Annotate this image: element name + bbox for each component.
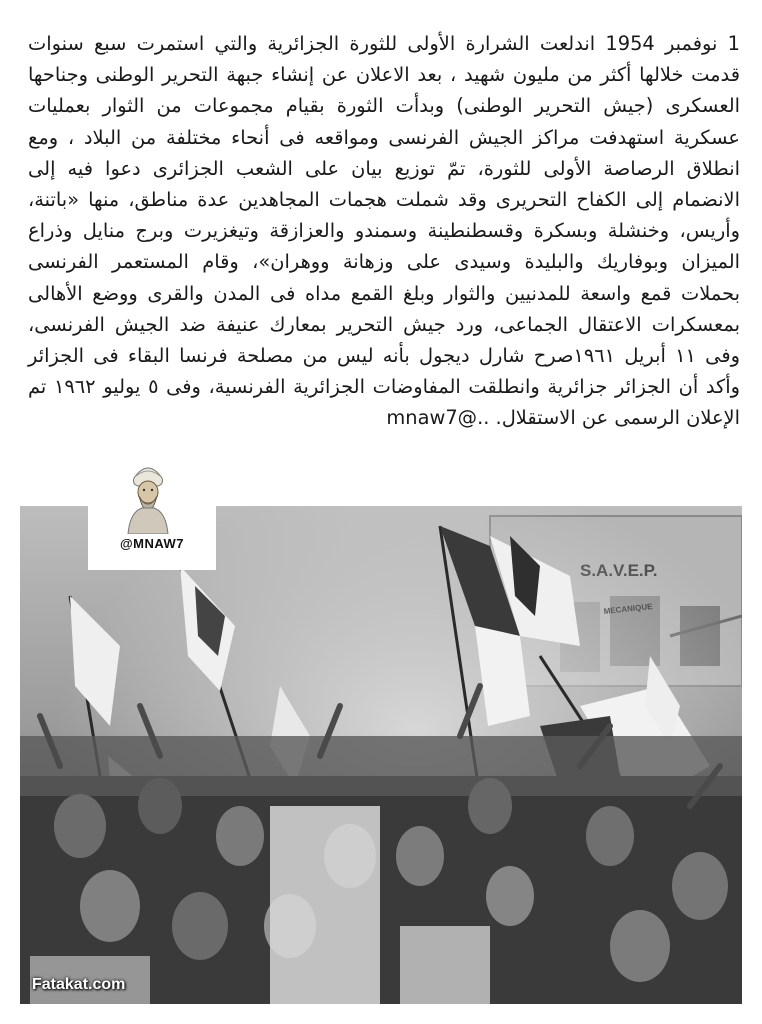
article-text-block	[28, 28, 740, 434]
article-body: 1 نوفمبر 1954 اندلعت الشرارة الأولى للثورة الجزائرية والتي استمرت سبع سنوات قدمت خلالها أكثر من مليون شهيد ، بعد الاعلان عن إنشاء جبهة التحرير الوطنى وجناحها العسكرى (جيش التحرير الوطنى) وبدأت الثورة بقيام مجموعات من الثوار بعمليات عسكرية استهدفت مراكز الجيش الفرنسى ومواقعه فى أنحاء مختلفة من البلاد ، ومع انطلاق الرصاصة الأولى للثورة، تمّ توزيع بيان على الشعب الجزائرى دعوا فيه إلى الانضمام إلى الكفاح التحريرى وقد شملت هجمات المجاهدين عدة مناطق، منها «باتنة، وأريس، وخنشلة وبسكرة وقسطنطينة وسمندو والعزازقة وتيغزيرت وبرج منايل وذراع الميزان وبوفاريك والبليدة وسيدى على وزهانة ووهران»، وقام المستعمر الفرنسى بحملات قمع واسعة للمدنيين والثوار وبلغ القمع مداه فى المدن والقرى ووضع الأهالى بمعسكرات الاعتقال الجماعى، ورد جيش التحرير بمعارك عنيفة ضد الجيش الفرنسى، وفى ١١ أبريل ١٩٦١صرح شارل ديجول بأنه ليس من مصلحة فرنسا البقاء فى الجزائر وأكد أن الجزائر جزائرية وانطلقت المفاوضات الجزائرية الفرنسية، وفى ٥ يوليو ١٩٦٢ تم الإعلان الرسمى عن الاستقلال. ..@mnaw7	[28, 32, 740, 430]
crowd-with-flags-image	[20, 506, 742, 1004]
account-logo	[88, 456, 216, 570]
account-handle: @MNAW7	[119, 536, 185, 551]
photo-watermark: Fatakat.com	[32, 976, 126, 993]
historical-photo	[20, 506, 742, 1004]
bearded-scholar-portrait-icon	[118, 456, 178, 534]
